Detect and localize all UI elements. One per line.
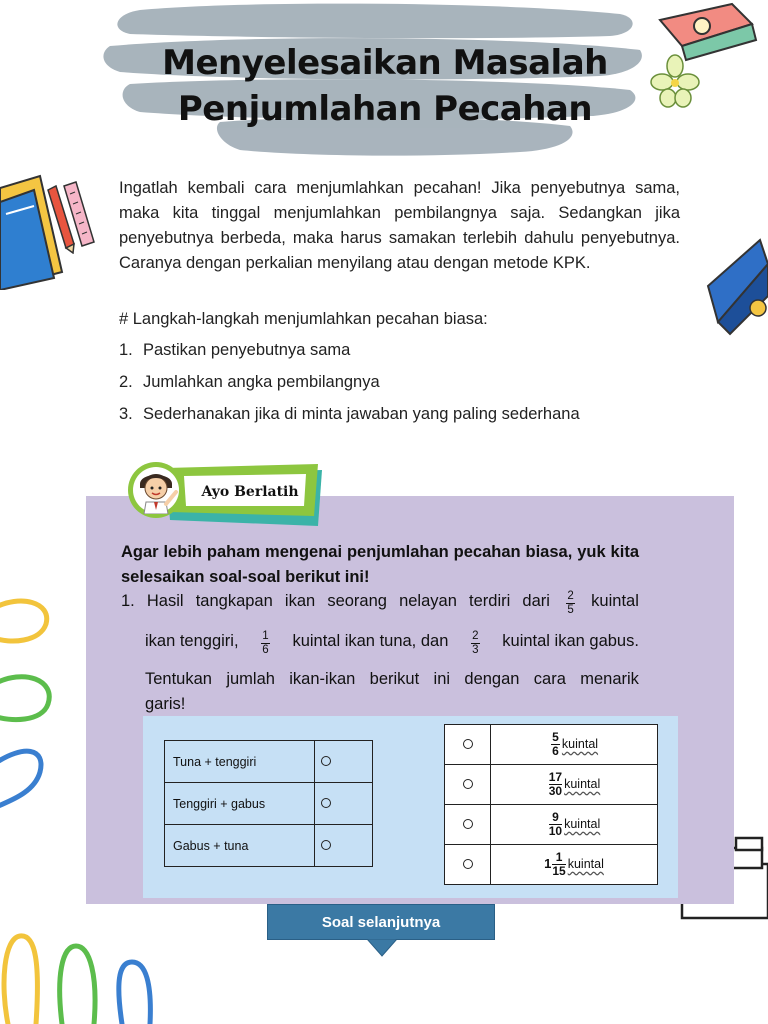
answer-option: 1 $\frac{1}{15}$ kuintal [491,845,658,885]
next-question-button[interactable]: Soal selanjutnya [267,904,495,940]
match-point[interactable] [463,739,473,749]
table-row [445,805,658,845]
banner-label: Ayo Berlatih [201,484,299,500]
match-point[interactable] [321,756,331,766]
match-point[interactable] [463,859,473,869]
fraction: $\frac{1}{15}$ [552,849,566,879]
question-line-2: ikan tenggiri, $\frac{1}{6}$ kuintal ikan tuna, dan $\frac{2}{3}$ kuintal ikan gabus. [145,630,639,656]
match-point[interactable] [463,779,473,789]
arrow-down-icon[interactable] [367,939,397,957]
fraction: $\frac{2}{5}$ [567,590,574,616]
fraction: $\frac{9}{10}$ [548,809,563,839]
sharpener-icon [652,0,762,62]
pencil-case-icon [704,236,768,336]
answer-option: $\frac{17}{30}$ kuintal [491,765,658,805]
paper-clip-icon [0,924,190,1024]
table-row [445,845,658,885]
list-item: 3. Sederhanakan jika di minta jawaban yang paling sederhana [119,405,580,423]
intro-paragraph: Ingatlah kembali cara menjumlahkan pecahan! Jika penyebutnya sama, maka kita tinggal menjumlahkan pembilangnya saja. Sedangkan jika penyebutnya berbeda, maka harus samakan terlebih dahulu penyebutnya. Caranya dengan perkalian menyilang atau dengan metode KPK. [119,179,680,272]
table-row: Tenggiri + gabus [165,783,373,825]
question-line-3: Tentukan jumlah ikan-ikan berikut ini dengan cara menarik [145,670,639,688]
list-item: 2. Jumlahkan angka pembilangnya [119,373,380,391]
answer-option: $\frac{5}{6}$ kuintal [491,725,658,765]
fraction: $\frac{2}{3}$ [472,630,479,656]
fraction: $\frac{17}{30}$ [548,769,563,799]
question-line-1: 1. Hasil tangkapan ikan seorang nelayan terdiri dari $\frac{2}{5}$ kuintal [121,590,639,616]
steps-list [119,341,580,437]
page-title [120,40,650,132]
match-point[interactable] [321,798,331,808]
table-row [445,765,658,805]
match-point[interactable] [463,819,473,829]
list-item: 1. Pastikan penyebutnya sama [119,341,351,359]
table-row [445,725,658,765]
right-match-table [444,724,658,885]
fraction: $\frac{1}{6}$ [262,630,269,656]
table-row: Tuna + tenggiri [165,741,373,783]
student-icon [132,466,180,514]
steps-heading: # Langkah-langkah menjumlahkan pecahan biasa: [119,310,488,328]
fraction: $\frac{5}{6}$ [552,729,559,759]
ruler-icon [62,180,96,250]
answer-option: $\frac{9}{10}$ kuintal [491,805,658,845]
flower-icon [650,54,700,108]
page-title-line1: Menyelesaikan Masalah [162,43,608,83]
practice-lead: Agar lebih paham mengenai penjumlahan pecahan biasa, yuk kita selesaikan soal-soal berikut ini! [121,543,639,586]
page-title-line2: Penjumlahan Pecahan [177,89,593,129]
question-line-4: garis! [145,695,186,713]
paper-clip-icon [0,594,58,814]
table-row: Gabus + tuna [165,825,373,867]
left-match-table [164,740,373,867]
match-point[interactable] [321,840,331,850]
